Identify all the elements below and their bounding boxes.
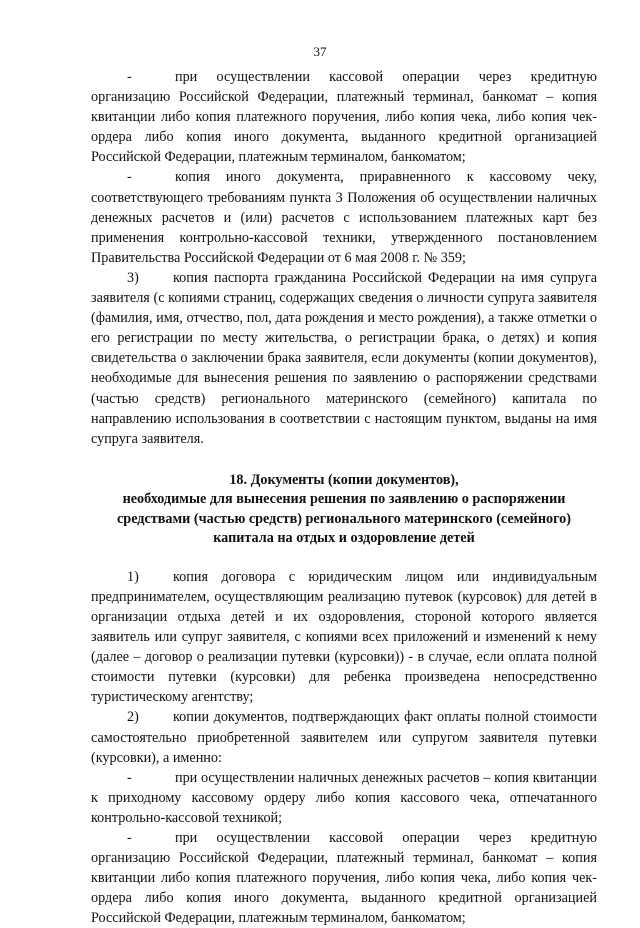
section-heading-line: 18. Документы (копии документов), (229, 471, 459, 488)
list-item-text: при осуществлении кассовой операции через кредитную организацию Российской Федерации, платежный терминал, банкомат – копия квитанции либо копия платежного поручения, либо копия чека, либо копия чек-ордера либо копия иного документа, выданного кредитной организацией Российской Федерации, платежным терминалом, банкоматом; (91, 830, 597, 927)
list-marker: 3) (127, 269, 139, 286)
list-item (91, 828, 597, 928)
list-item-text: при осуществлении наличных денежных расчетов – копия квитанции к приходному кассовому ордеру либо копия кассового чека, отпечатанного контрольно-кассовой техникой; (91, 769, 597, 826)
list-marker: - (127, 169, 132, 186)
section-heading-line: капитала на отдых и оздоровление детей (213, 530, 475, 547)
list-item-text: копия паспорта гражданина Российской Федерации на имя супруга заявителя (с копиями страниц, содержащих сведения о личности супруга заявителя (фамилия, имя, отчество, пол, дата рождения и место рождения), а также отметки о его регистрации по месту жительства, о регистрации брака, о детях) и копия свидетельства о заключении брака заявителя, если документы (копии документов), необходимые для вынесения решения по заявлению о распоряжении средствами (частью средств) регионального материнского (семейного) капитала по направлению использования в соответствии с настоящим пунктом, выданы на имя супруга заявителя. (91, 269, 597, 447)
list-item (91, 268, 597, 449)
list-item (91, 67, 597, 167)
document-body (91, 67, 597, 928)
list-item-text: при осуществлении кассовой операции через кредитную организацию Российской Федерации, платежный терминал, банкомат – копия квитанции либо копия платежного поручения, либо копия чека, либо копия чек-ордера либо копия иного документа, выданного кредитной организацией Российской Федерации, платежным терминалом, банкоматом; (91, 69, 597, 166)
list-item (91, 167, 597, 267)
list-item (91, 707, 597, 767)
list-item (91, 567, 597, 708)
list-marker: - (127, 769, 132, 786)
section-heading-line: средствами (частью средств) регионального материнского (семейного) (117, 510, 571, 527)
list-marker: 1) (127, 568, 139, 585)
list-marker: - (127, 69, 132, 85)
list-item-text: копия иного документа, приравненного к кассовому чеку, соответствующего требованиям пункта 3 Положения об осуществлении наличных денежных расчетов и (или) расчетов с использованием платежных карт без применения контрольно-кассовой техники, утвержденного постановлением Правительства Российской Федерации от 6 мая 2008 г. № 359; (91, 169, 597, 266)
list-item-text: копии документов, подтверждающих факт оплаты полной стоимости самостоятельно приобретенной заявителем или супругом заявителя путевки (курсовки), а именно: (91, 709, 597, 766)
list-marker: - (127, 830, 132, 846)
section-heading-line: необходимые для вынесения решения по заявлению о распоряжении (122, 491, 566, 508)
list-item-text: копия договора с юридическим лицом или индивидуальным предпринимателем, осуществляющим реализацию путевок (курсовок) для детей в организации отдыха детей и их оздоровления, стороной которого является заявитель или супруг заявителя, с копиями всех приложений и изменений к нему (далее – договор о реализации путевки (курсовки)) - в случае, если оплата полной стоимости путевки (курсовки) для ребенка произведена непосредственно туристическому агентству; (91, 568, 597, 706)
section-heading (91, 471, 597, 549)
page-number: 37 (313, 44, 327, 59)
list-item (91, 768, 597, 828)
list-marker: 2) (127, 709, 139, 726)
